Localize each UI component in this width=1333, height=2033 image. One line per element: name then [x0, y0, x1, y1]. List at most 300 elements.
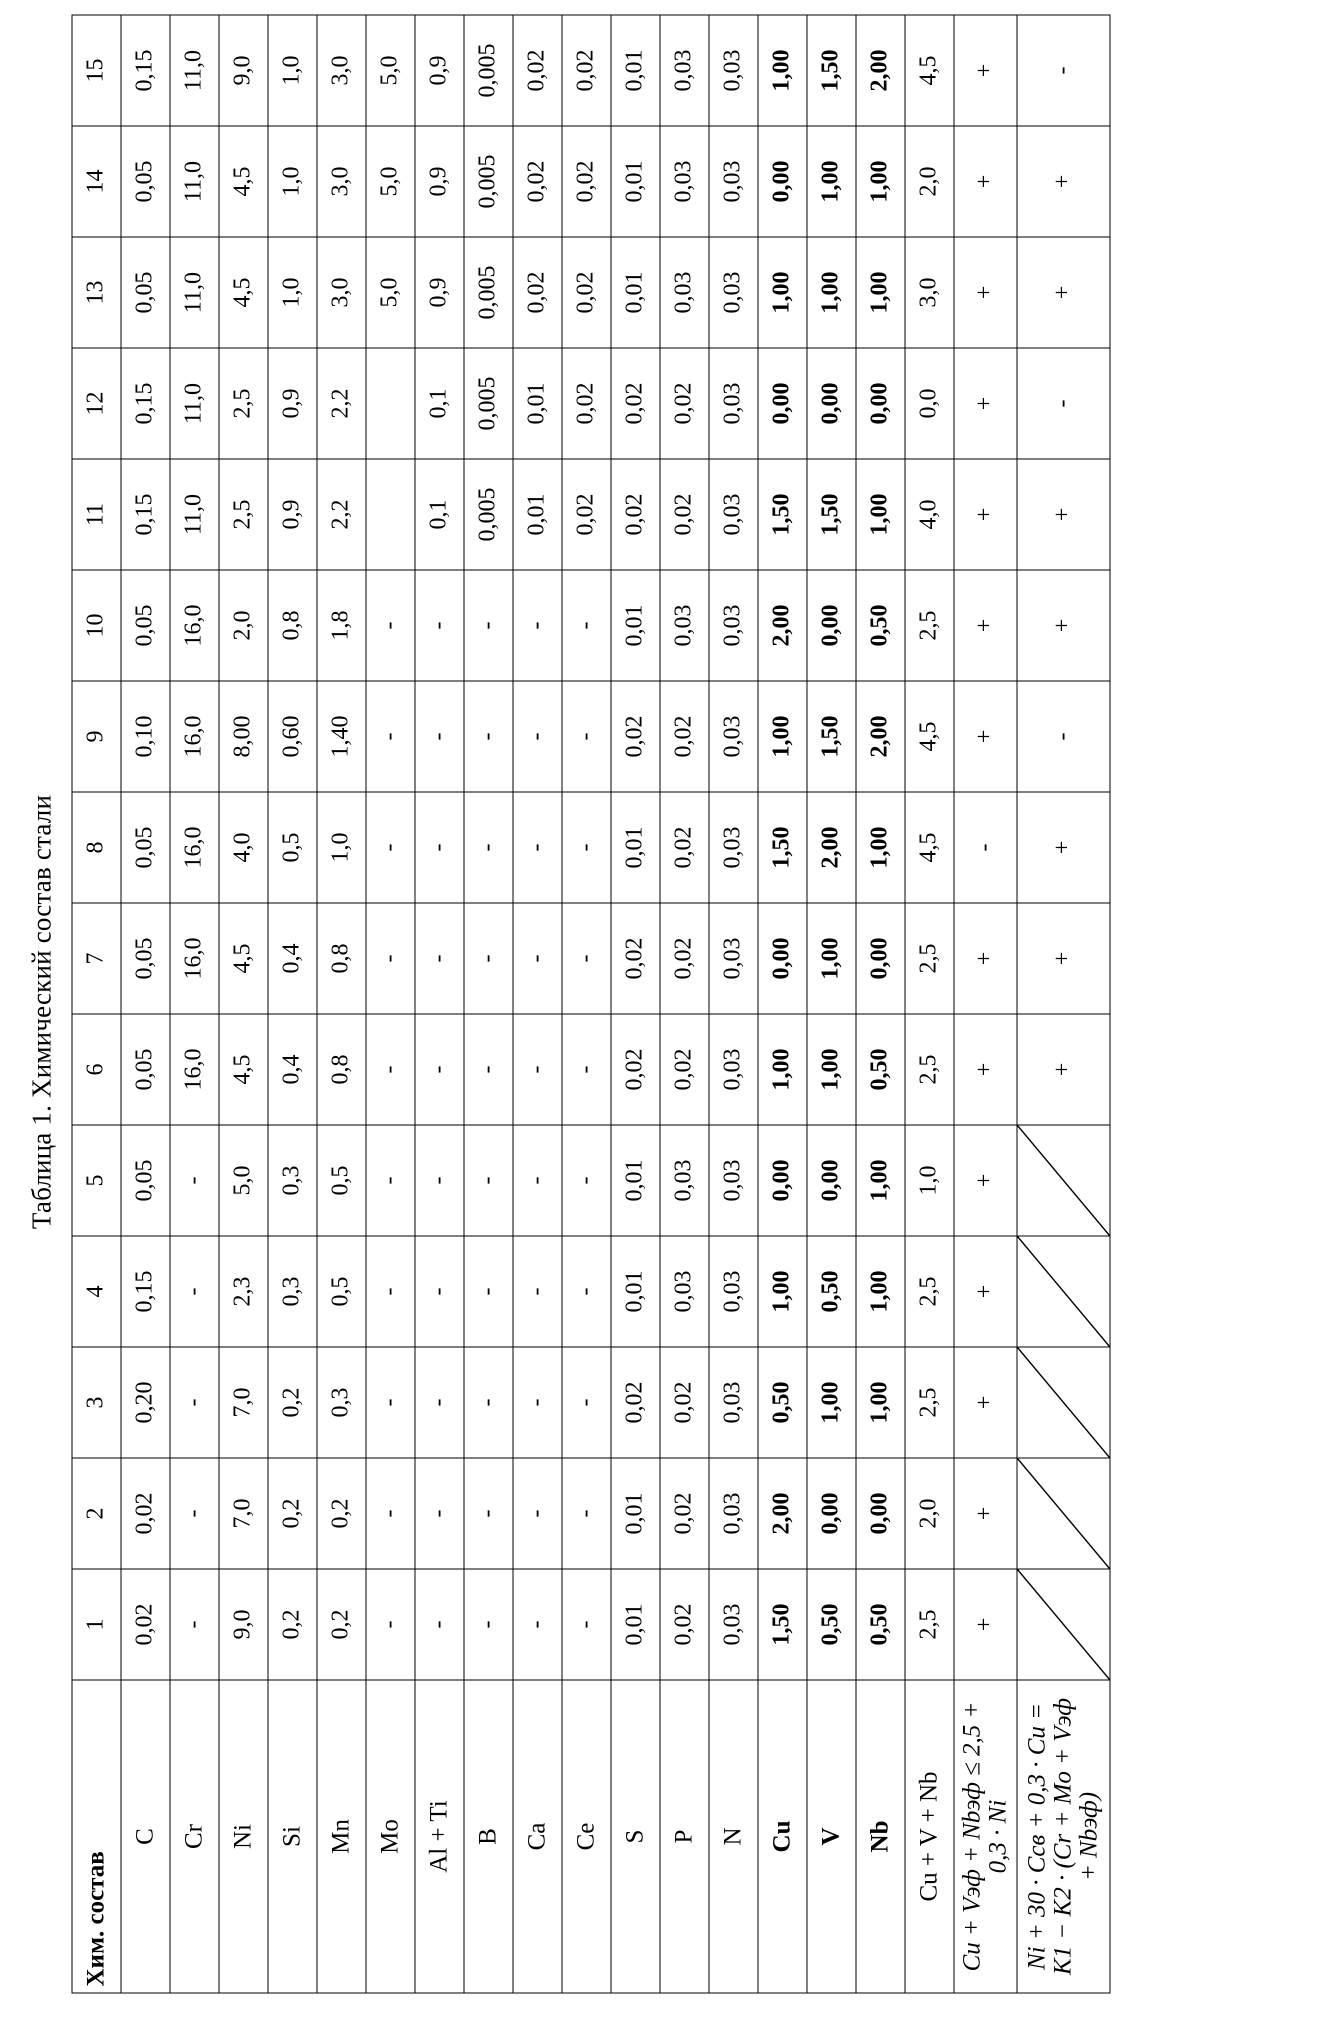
table-cell: 0,00: [807, 1125, 856, 1236]
column-header-6: 6: [72, 1014, 121, 1125]
table-cell: 0,05: [121, 792, 170, 903]
table-cell: -: [1017, 15, 1110, 126]
table-cell: 0,03: [709, 1347, 758, 1458]
table-cell: -: [562, 570, 611, 681]
table-cell: 0,9: [268, 459, 317, 570]
table-cell: 11,0: [170, 126, 219, 237]
table-cell: 2,5: [905, 570, 954, 681]
table-cell: 4,5: [219, 126, 268, 237]
table-cell: 0,02: [660, 459, 709, 570]
table-cell: 0,00: [758, 348, 807, 459]
table-cell: 0,03: [709, 1014, 758, 1125]
table-cell: 0,03: [709, 903, 758, 1014]
table-cell: 2,0: [905, 126, 954, 237]
table-row: [415, 15, 464, 1993]
table-cell: -: [170, 1569, 219, 1680]
table-cell: 9,0: [219, 1569, 268, 1680]
column-header-2: 2: [72, 1458, 121, 1569]
table-cell: 1,00: [856, 792, 905, 903]
table-cell: 0,02: [562, 459, 611, 570]
table-cell: 0,00: [807, 348, 856, 459]
table-cell: 0,1: [415, 348, 464, 459]
table-cell: 0,8: [317, 903, 366, 1014]
table-header-row: [72, 15, 121, 1993]
table-cell: 11,0: [170, 15, 219, 126]
table-row: [807, 15, 856, 1993]
table-row: [366, 15, 415, 1993]
table-cell: 0,50: [807, 1569, 856, 1680]
table-cell: 2,5: [905, 1236, 954, 1347]
table-cell: 1,00: [856, 459, 905, 570]
table-cell-empty: [1017, 1125, 1110, 1236]
table-cell: 0,5: [317, 1236, 366, 1347]
table-cell: 1,50: [807, 15, 856, 126]
table-cell: 0,01: [611, 15, 660, 126]
table-cell: 2,00: [758, 1458, 807, 1569]
row-label: S: [611, 1680, 660, 1993]
row-label: Ce: [562, 1680, 611, 1993]
table-cell: 8,00: [219, 681, 268, 792]
table-cell: -: [562, 1569, 611, 1680]
diagonal-strike-icon: [1017, 1569, 1109, 1679]
table-cell: +: [954, 1014, 1017, 1125]
table-cell: 2,2: [317, 348, 366, 459]
table-cell: 0,01: [611, 1125, 660, 1236]
column-header-12: 12: [72, 348, 121, 459]
table-cell-empty: [1017, 1236, 1110, 1347]
column-header-4: 4: [72, 1236, 121, 1347]
table-cell: -: [513, 1236, 562, 1347]
table-cell: 0,05: [121, 237, 170, 348]
table-cell: 0,00: [807, 1458, 856, 1569]
table-cell: 0,01: [611, 237, 660, 348]
table-cell: 1,40: [317, 681, 366, 792]
row-label: N: [709, 1680, 758, 1993]
table-cell: 0,01: [611, 1569, 660, 1680]
table-cell: 0,60: [268, 681, 317, 792]
table-cell: 0,03: [709, 792, 758, 903]
table-cell: 0,03: [709, 348, 758, 459]
table-cell: -: [366, 570, 415, 681]
row-label: Ni: [219, 1680, 268, 1993]
table-row: [758, 15, 807, 1993]
table-cell: -: [464, 903, 513, 1014]
table-cell: 0,02: [660, 1569, 709, 1680]
table-cell: +: [954, 903, 1017, 1014]
table-cell: 4,0: [905, 459, 954, 570]
table-cell: +: [954, 459, 1017, 570]
table-cell: 1,8: [317, 570, 366, 681]
table-cell: -: [464, 1125, 513, 1236]
table-cell: 0,9: [415, 126, 464, 237]
table-cell: 0,005: [464, 126, 513, 237]
table-cell: 2,00: [758, 570, 807, 681]
table-cell: 0,005: [464, 348, 513, 459]
table-cell: 0,03: [709, 1236, 758, 1347]
table-cell: +: [1017, 570, 1110, 681]
table-cell: -: [170, 1347, 219, 1458]
table-cell: -: [513, 681, 562, 792]
table-row: [905, 15, 954, 1993]
table-cell: +: [954, 1236, 1017, 1347]
table-cell: -: [464, 681, 513, 792]
table-cell: 3,0: [317, 237, 366, 348]
table-cell: 0,01: [611, 126, 660, 237]
table-cell: -: [366, 792, 415, 903]
table-cell: 11,0: [170, 459, 219, 570]
table-cell: 0,03: [660, 126, 709, 237]
table-cell: +: [954, 126, 1017, 237]
table-cell: 0,02: [562, 15, 611, 126]
table-cell: 0,00: [758, 903, 807, 1014]
table-cell: +: [954, 15, 1017, 126]
row-label: Cu: [758, 1680, 807, 1993]
table-cell: -: [513, 1458, 562, 1569]
column-header-10: 10: [72, 570, 121, 681]
table-cell: -: [170, 1236, 219, 1347]
table-cell: 0,15: [121, 348, 170, 459]
table-cell: 1,00: [807, 1347, 856, 1458]
row-label: P: [660, 1680, 709, 1993]
table-cell: 2,5: [905, 903, 954, 1014]
table-cell: -: [562, 792, 611, 903]
table-cell: 11,0: [170, 237, 219, 348]
table-cell: -: [366, 903, 415, 1014]
table-cell: -: [415, 1347, 464, 1458]
row-label: Nb: [856, 1680, 905, 1993]
table-cell: 0,01: [611, 570, 660, 681]
diagonal-strike-icon: [1017, 1458, 1109, 1568]
table-cell: 4,5: [219, 903, 268, 1014]
table-cell: 0,9: [268, 348, 317, 459]
table-row: [317, 15, 366, 1993]
table-cell: 0,2: [268, 1347, 317, 1458]
table-cell: -: [415, 1125, 464, 1236]
table-cell: 0,03: [709, 237, 758, 348]
table-cell: 0,02: [513, 237, 562, 348]
table-cell: 0,50: [856, 1569, 905, 1680]
table-cell: 1,00: [807, 1014, 856, 1125]
row-label: Cr: [170, 1680, 219, 1993]
table-cell: -: [464, 1014, 513, 1125]
table-cell: 1,00: [856, 1347, 905, 1458]
table-row: [611, 15, 660, 1993]
table-cell: 1,00: [807, 237, 856, 348]
table-cell: -: [366, 681, 415, 792]
table-cell: 1,50: [758, 792, 807, 903]
table-cell: -: [464, 1569, 513, 1680]
column-header-8: 8: [72, 792, 121, 903]
table-cell: 0,03: [709, 459, 758, 570]
table-cell: [366, 459, 415, 570]
table-row: [660, 15, 709, 1993]
table-cell: -: [513, 1014, 562, 1125]
table-cell: 3,0: [317, 126, 366, 237]
table-cell: 1,00: [758, 681, 807, 792]
table-cell: 0,02: [121, 1569, 170, 1680]
table-cell: -: [415, 1458, 464, 1569]
table-cell: 0,02: [660, 1458, 709, 1569]
table-cell: 1,50: [758, 1569, 807, 1680]
table-row: [513, 15, 562, 1993]
table-row: [170, 15, 219, 1993]
table-cell: 0,1: [415, 459, 464, 570]
table-cell: 2,00: [856, 15, 905, 126]
table-cell: 4,5: [219, 1014, 268, 1125]
table-cell: 2,0: [219, 570, 268, 681]
table-cell: 16,0: [170, 570, 219, 681]
table-cell: 0,4: [268, 903, 317, 1014]
table-cell: 0,8: [268, 570, 317, 681]
table-cell: 1,00: [807, 903, 856, 1014]
table-cell: 3,0: [317, 15, 366, 126]
table-cell: 2,5: [905, 1569, 954, 1680]
table-cell: 4,5: [905, 792, 954, 903]
table-cell: -: [513, 1347, 562, 1458]
table-cell: 0,01: [513, 348, 562, 459]
table-cell: +: [954, 237, 1017, 348]
table-cell: -: [415, 792, 464, 903]
table-cell: -: [415, 903, 464, 1014]
table-cell-empty: [1017, 1347, 1110, 1458]
table-cell: 1,00: [856, 237, 905, 348]
table-cell: +: [954, 570, 1017, 681]
table-cell: 0,03: [660, 1236, 709, 1347]
table-cell: -: [562, 1458, 611, 1569]
table-row-criterion-2: [1017, 15, 1110, 1993]
table-cell: 0,02: [611, 681, 660, 792]
table-cell: 0,03: [709, 570, 758, 681]
table-cell: -: [415, 1236, 464, 1347]
table-cell: -: [513, 570, 562, 681]
table-cell: 0,00: [758, 126, 807, 237]
row-label: Ca: [513, 1680, 562, 1993]
row-label: Cu + V + Nb: [905, 1680, 954, 1993]
table-cell: 0,03: [709, 1569, 758, 1680]
table-cell: 0,01: [513, 459, 562, 570]
table-cell: 1,00: [758, 237, 807, 348]
table-cell: 0,00: [856, 348, 905, 459]
row-label: Mo: [366, 1680, 415, 1993]
table-row: [562, 15, 611, 1993]
table-cell: 0,05: [121, 1125, 170, 1236]
table-cell: +: [1017, 459, 1110, 570]
table-cell: 0,02: [611, 1347, 660, 1458]
row-label: Al + Ti: [415, 1680, 464, 1993]
table-cell: 0,005: [464, 237, 513, 348]
table-cell: 0,03: [660, 237, 709, 348]
table-cell: 0,10: [121, 681, 170, 792]
table-cell: 4,5: [905, 681, 954, 792]
table-cell: 2,00: [856, 681, 905, 792]
diagonal-strike-icon: [1017, 1125, 1109, 1235]
criterion-formula-1: Cu + Vэф + Nbэф ≤ 2,5 + 0,3 · Ni: [954, 1680, 1017, 1993]
table-cell: 0,00: [807, 570, 856, 681]
table-cell: 0,2: [268, 1458, 317, 1569]
table-cell: 0,15: [121, 459, 170, 570]
table-cell: 0,02: [660, 903, 709, 1014]
column-header-1: 1: [72, 1569, 121, 1680]
table-cell: 2,5: [219, 348, 268, 459]
table-cell: 0,03: [709, 681, 758, 792]
table-cell: 4,5: [219, 237, 268, 348]
table-cell: +: [1017, 126, 1110, 237]
table-cell: 0,00: [856, 903, 905, 1014]
table-cell: 0,15: [121, 15, 170, 126]
table-cell: 5,0: [219, 1125, 268, 1236]
table-cell: 0,03: [660, 1125, 709, 1236]
table-cell: 0,03: [709, 1458, 758, 1569]
table-cell: 0,02: [660, 348, 709, 459]
table-cell: -: [1017, 348, 1110, 459]
table-cell: 2,3: [219, 1236, 268, 1347]
table-cell: 0,5: [268, 792, 317, 903]
table-cell: -: [562, 1125, 611, 1236]
table-cell: 0,02: [513, 15, 562, 126]
table-cell: 0,02: [660, 1014, 709, 1125]
table-cell-empty: [1017, 1569, 1110, 1680]
table-cell: -: [464, 792, 513, 903]
table-cell: +: [954, 348, 1017, 459]
table-row: [464, 15, 513, 1993]
diagonal-strike-icon: [1017, 1236, 1109, 1346]
table-cell: 1,50: [758, 459, 807, 570]
table-cell: -: [464, 1347, 513, 1458]
table-cell: 0,02: [660, 1347, 709, 1458]
table-cell: 4,5: [905, 15, 954, 126]
table-cell: 0,02: [611, 1014, 660, 1125]
table-cell: 0,03: [709, 1125, 758, 1236]
table-cell: -: [562, 681, 611, 792]
table-cell: 0,2: [317, 1569, 366, 1680]
table-cell: 2,0: [905, 1458, 954, 1569]
table-cell: 0,05: [121, 903, 170, 1014]
table-cell: 0,05: [121, 126, 170, 237]
table-cell: -: [366, 1236, 415, 1347]
row-label: B: [464, 1680, 513, 1993]
table-cell: -: [415, 681, 464, 792]
row-label: Si: [268, 1680, 317, 1993]
table-cell: 0,02: [611, 348, 660, 459]
table-cell: 1,50: [807, 681, 856, 792]
table-cell: 0,50: [856, 570, 905, 681]
table-cell: 16,0: [170, 792, 219, 903]
table-cell: 0,02: [611, 903, 660, 1014]
table-cell: 1,0: [905, 1125, 954, 1236]
table-cell: 16,0: [170, 1014, 219, 1125]
diagonal-strike-icon: [1017, 1347, 1109, 1457]
table-cell: +: [954, 1458, 1017, 1569]
table-cell: 0,50: [807, 1236, 856, 1347]
table-cell: 16,0: [170, 681, 219, 792]
table-cell: -: [513, 1125, 562, 1236]
table-cell: 2,5: [219, 459, 268, 570]
table-cell: 1,0: [268, 237, 317, 348]
table-cell: 1,50: [807, 459, 856, 570]
table-cell: 1,00: [856, 1125, 905, 1236]
table-cell: 0,2: [317, 1458, 366, 1569]
table-cell: 0,02: [562, 126, 611, 237]
table-cell: +: [954, 681, 1017, 792]
table-cell: 5,0: [366, 126, 415, 237]
row-label: V: [807, 1680, 856, 1993]
table-cell: 1,0: [268, 15, 317, 126]
chemical-composition-table: [71, 14, 1110, 1993]
table-cell: +: [1017, 1014, 1110, 1125]
table-row: [709, 15, 758, 1993]
table-cell: -: [562, 1236, 611, 1347]
table-cell: +: [954, 1125, 1017, 1236]
table-cell: 1,00: [758, 1236, 807, 1347]
row-label: C: [121, 1680, 170, 1993]
table-cell: -: [366, 1125, 415, 1236]
table-cell: 0,03: [709, 15, 758, 126]
table-cell: 2,5: [905, 1014, 954, 1125]
table-cell: 0,005: [464, 15, 513, 126]
table-cell: 1,00: [758, 1014, 807, 1125]
table-cell: -: [366, 1569, 415, 1680]
table-cell: 1,0: [268, 126, 317, 237]
table-cell: 0,2: [268, 1569, 317, 1680]
table-cell: 0,005: [464, 459, 513, 570]
table-cell: 0,01: [611, 792, 660, 903]
table-cell: 5,0: [366, 237, 415, 348]
table-cell: 7,0: [219, 1347, 268, 1458]
table-cell: 0,02: [513, 126, 562, 237]
table-cell: -: [562, 1347, 611, 1458]
column-header-13: 13: [72, 237, 121, 348]
column-header-14: 14: [72, 126, 121, 237]
table-cell: 0,3: [268, 1236, 317, 1347]
column-header-7: 7: [72, 903, 121, 1014]
table-cell: -: [954, 792, 1017, 903]
table-cell: 0,01: [611, 1458, 660, 1569]
column-header-9: 9: [72, 681, 121, 792]
table-cell: 0,3: [317, 1347, 366, 1458]
table-cell: 0,02: [121, 1458, 170, 1569]
table-cell: 0,0: [905, 348, 954, 459]
table-row: [268, 15, 317, 1993]
table-cell: 4,0: [219, 792, 268, 903]
table-cell: 0,02: [611, 459, 660, 570]
table-row-criterion-1: [954, 15, 1017, 1993]
table-cell: [366, 348, 415, 459]
table-cell: -: [366, 1458, 415, 1569]
table-cell: 0,02: [562, 237, 611, 348]
table-cell: +: [954, 1347, 1017, 1458]
table-cell: 0,9: [415, 15, 464, 126]
table-cell: 0,50: [758, 1347, 807, 1458]
table-cell: -: [415, 570, 464, 681]
table-cell: -: [170, 1458, 219, 1569]
table-cell: 2,00: [807, 792, 856, 903]
table-cell: 0,20: [121, 1347, 170, 1458]
table-cell: 2,5: [905, 1347, 954, 1458]
table-cell: +: [1017, 237, 1110, 348]
table-cell: 0,5: [317, 1125, 366, 1236]
table-cell: 16,0: [170, 903, 219, 1014]
column-header-15: 15: [72, 15, 121, 126]
table-row: [219, 15, 268, 1993]
criterion-formula-2: Ni + 30 · Cсв + 0,3 · Cu = K1 − K2 · (Cr + Mo + Vэф + Nbэф): [1017, 1680, 1110, 1993]
column-header-5: 5: [72, 1125, 121, 1236]
table-cell: -: [464, 570, 513, 681]
table-cell: 1,00: [856, 126, 905, 237]
table-cell: 0,00: [856, 1458, 905, 1569]
table-cell: 0,15: [121, 1236, 170, 1347]
table-cell: -: [1017, 681, 1110, 792]
table-cell: -: [513, 1569, 562, 1680]
